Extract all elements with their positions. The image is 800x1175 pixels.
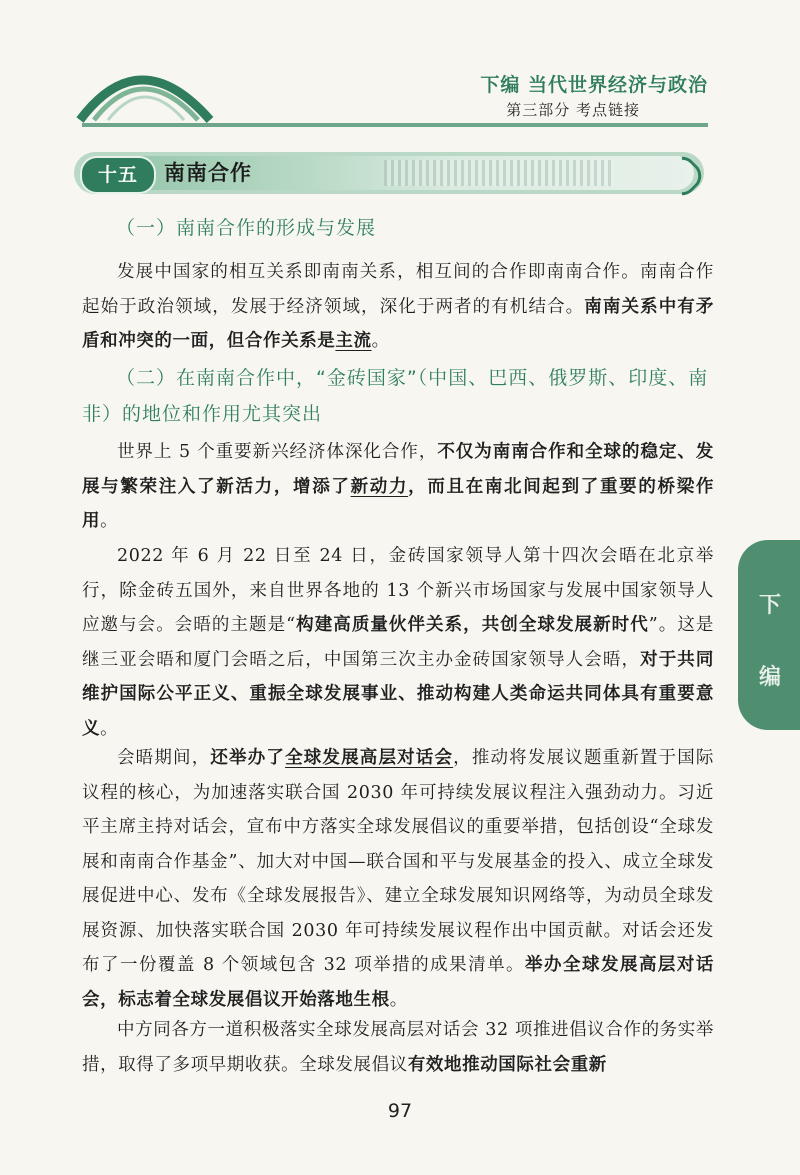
banner-texture — [384, 160, 614, 186]
text-run: 2022 年 6 月 22 日至 24 日，金砖国家领导人第十四次会晤在北京举行，除金砖五国外，来自世界各地的 13 个新兴市场国家与发展中国家领导人应邀与会。会晤的主题是“ — [82, 546, 714, 635]
header-title: 下编 当代世界经济与政治 — [480, 74, 708, 96]
underlined-bold-run: 全球发展高层对话会 — [285, 748, 454, 768]
paragraph-brics-role — [82, 435, 714, 539]
bold-run: 不仅为南南合作和全球的稳定、发展与繁荣注入了新活力，增添了 — [82, 442, 714, 497]
subsection-heading-1: （一）南南合作的形成与发展 — [116, 217, 377, 239]
bold-run: 南南关系中有矛盾和冲突的一面，但合作关系是 — [82, 296, 714, 351]
text-run: 。 — [100, 511, 119, 531]
paragraph-dialogue — [82, 741, 714, 1017]
bold-run: 举办全球发展高层对话会，标志着全球发展倡议开始落地生根 — [82, 955, 714, 1010]
section-title: 南南合作 — [164, 161, 252, 185]
text-run: 发展中国家的相互关系即南南关系，相互间的合作即南南合作。南南合作起始于政治领域，发展于经济领域，深化于两者的有机结合。 — [82, 262, 714, 317]
section-number-badge: 十五 — [80, 156, 156, 194]
header-divider — [82, 123, 708, 127]
bold-run: ，而且在南北间起到了重要的桥梁作用 — [82, 476, 714, 531]
header-subtitle: 第三部分 考点链接 — [506, 101, 640, 119]
subsection-heading-2: （二）在南南合作中，“金砖国家”（中国、巴西、俄罗斯、印度、南非）的地位和作用尤其突出 — [82, 367, 709, 425]
bold-run: 构建高质量伙伴关系，共创全球发展新时代 — [295, 615, 649, 635]
text-run: 世界上 5 个重要新兴经济体深化合作， — [117, 442, 438, 462]
side-tab-char-2: 编 — [758, 665, 781, 690]
text-run: 。 — [389, 989, 408, 1010]
bold-run: 对于共同维护国际公平正义、重振全球发展事业、推动构建人类命运共同体具有重要意义 — [82, 649, 715, 739]
bold-run: 有效地推动国际社会重新 — [407, 1054, 607, 1075]
page-number: 97 — [387, 1100, 413, 1122]
text-run: ，推动将发展议题重新置于国际议程的核心，为加速落实联合国 2030 年可持续发展议程注入强劲动力。习近平主席主持对话会，宣布中方落实全球发展倡议的重要举措，包括创设“全球发展和南南合作基金”、加大对中国—联合国和平与发展基金的投入、成立全球发展促进中心、发布《全球发展报告》、建立全球发展知识网络等，为动员全球发展资源、加快落实联合国 2030 年可持续发展议程作出中国贡献。对话会还发布了一份覆盖 8 个领域包含 32 项举措的成果清单。 — [82, 748, 714, 975]
paragraph-brics-summit — [82, 539, 714, 746]
text-run: ”。这是继三亚会晤和厦门会晤之后，中国第三次主办金砖国家领导人会晤， — [82, 615, 714, 670]
text-run: 。 — [371, 331, 390, 351]
header-arc-decoration — [70, 40, 220, 125]
underlined-bold-run: 主流 — [335, 331, 372, 351]
paragraph-south-south-relations — [82, 255, 714, 359]
bold-run: 还举办了 — [210, 748, 286, 768]
section-banner — [74, 152, 704, 194]
underlined-bold-run: 新动力 — [350, 476, 409, 497]
side-tab-char-1: 下 — [758, 593, 781, 618]
text-run: 。 — [100, 718, 119, 739]
text-run: 会晤期间， — [117, 748, 211, 768]
text-run: 中方同各方一道积极落实全球发展高层对话会 32 项推进倡议合作的务实举措，取得了多项早期收获。全球发展倡议 — [82, 1020, 714, 1075]
paragraph-implementation — [82, 1013, 714, 1082]
side-chapter-tab — [738, 540, 800, 730]
